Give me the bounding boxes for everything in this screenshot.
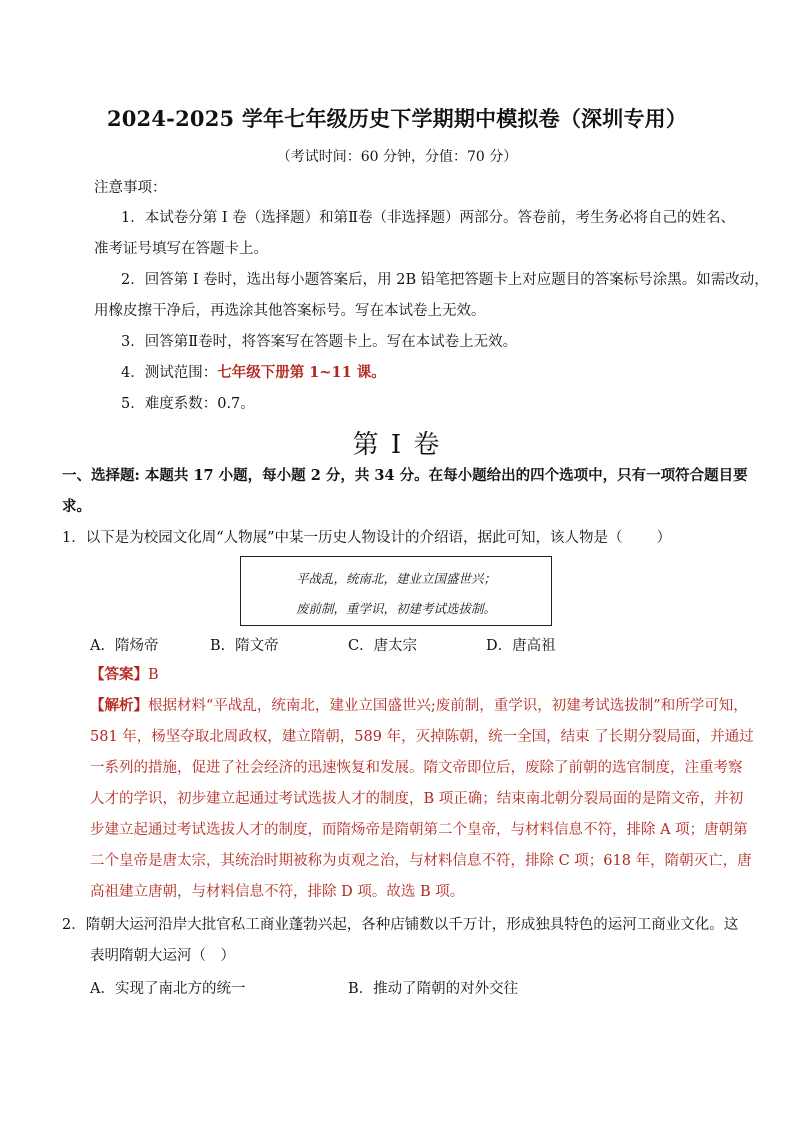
question-1-stem-end: ） bbox=[656, 530, 672, 546]
question-2-stem-line1: 2．隋朝大运河沿岸大批官私工商业蓬勃兴起，各种店铺数以千万计，形成独具特色的运河工商业文化。这 bbox=[62, 917, 739, 933]
question-2-option-a: A．实现了南北方的统一 bbox=[90, 981, 246, 997]
question-1-answer bbox=[90, 665, 159, 685]
question-1-option-d: D．唐高祖 bbox=[486, 638, 556, 654]
analysis-line-7: 高祖建立唐朝，与材料信息不符，排除 D 项。故选 B 项。 bbox=[90, 884, 465, 900]
question-1-stem-text: 1．以下是为校园文化周“人物展”中某一历史人物设计的介绍语，据此可知，该人物是（ bbox=[62, 530, 623, 546]
notice-item-4-prefix: 4．测试范围： bbox=[121, 365, 218, 381]
analysis-line-2: 581 年，杨坚夺取北周政权，建立隋朝，589 年，灭掉陈朝，统一全国，结束 了长期分裂局面，并通过 bbox=[90, 729, 754, 745]
analysis-line-5: 步建立起通过考试选拔人才的制度，而隋炀帝是隋朝第二个皇帝，与材料信息不符，排除 A 项；唐朝第 bbox=[90, 822, 748, 838]
page-title: 2024-2025 学年七年级历史下学期期中模拟卷（深圳专用） bbox=[106, 106, 688, 131]
notice-item-1-line2: 准考证号填写在答题卡上。 bbox=[94, 241, 268, 257]
question-1-stem bbox=[62, 528, 671, 548]
quote-line-1: 平战乱，统南北，建业立国盛世兴； bbox=[295, 571, 496, 586]
section-title: 第 I 卷 bbox=[352, 430, 442, 460]
quote-line-2: 废前制，重学识，初建考试选拔制。 bbox=[295, 601, 496, 616]
question-2-stem-line2: 表明隋朝大运河（ ） bbox=[90, 948, 235, 964]
analysis-line-6: 二个皇帝是唐太宗，其统治时期被称为贞观之治，与材料信息不符，排除 C 项；618 年，隋朝灭亡，唐 bbox=[90, 853, 752, 869]
notice-item-5: 5．难度系数：0.7。 bbox=[121, 396, 255, 412]
analysis-line-4: 人才的学识，初步建立起通过考试选拔人才的制度，B 项正确；结束南北朝分裂局面的是隋文帝，并初 bbox=[90, 791, 744, 807]
answer-label: 【答案】 bbox=[90, 666, 148, 683]
quote-box bbox=[240, 556, 552, 626]
question-1-option-a: A．隋炀帝 bbox=[90, 638, 159, 654]
notice-item-2-line1: 2．回答第 I 卷时，选出每小题答案后，用 2B 铅笔把答题卡上对应题目的答案标号涂黑。如需改动， bbox=[121, 272, 769, 288]
notice-item-4 bbox=[121, 363, 386, 383]
analysis-line-1 bbox=[90, 696, 748, 716]
analysis-line-3: 一系列的措施，促进了社会经济的迅速恢复和发展。隋文帝即位后，废除了前朝的选官制度，注重考察 bbox=[90, 760, 743, 776]
section-instruction-line2: 求。 bbox=[62, 498, 91, 515]
analysis-text-1: 根据材料“平战乱，统南北，建业立国盛世兴;废前制，重学识，初建考试选拔制”和所学可知， bbox=[148, 698, 748, 714]
exam-meta: （考试时间：60 分钟，分值：70 分） bbox=[276, 149, 518, 165]
question-1-option-b: B．隋文帝 bbox=[210, 638, 279, 654]
notice-item-3: 3．回答第Ⅱ卷时，将答案写在答题卡上。写在本试卷上无效。 bbox=[121, 334, 518, 350]
analysis-label: 【解析】 bbox=[90, 697, 148, 714]
answer-value: B bbox=[148, 667, 159, 683]
question-1-option-c: C．唐太宗 bbox=[348, 638, 418, 654]
question-2-option-b: B．推动了隋朝的对外交往 bbox=[348, 981, 519, 997]
notice-heading: 注意事项： bbox=[94, 180, 167, 196]
section-instruction-line1: 一、选择题: 本题共 17 小题，每小题 2 分，共 34 分。在每小题给出的四个选项中，只有一项符合题目要 bbox=[62, 467, 748, 484]
test-scope: 七年级下册第 1~11 课。 bbox=[217, 364, 386, 381]
notice-item-1-line1: 1．本试卷分第 I 卷（选择题）和第Ⅱ卷（非选择题）两部分。答卷前，考生务必将自己的姓名、 bbox=[121, 210, 736, 226]
notice-item-2-line2: 用橡皮擦干净后，再选涂其他答案标号。写在本试卷上无效。 bbox=[94, 303, 486, 319]
